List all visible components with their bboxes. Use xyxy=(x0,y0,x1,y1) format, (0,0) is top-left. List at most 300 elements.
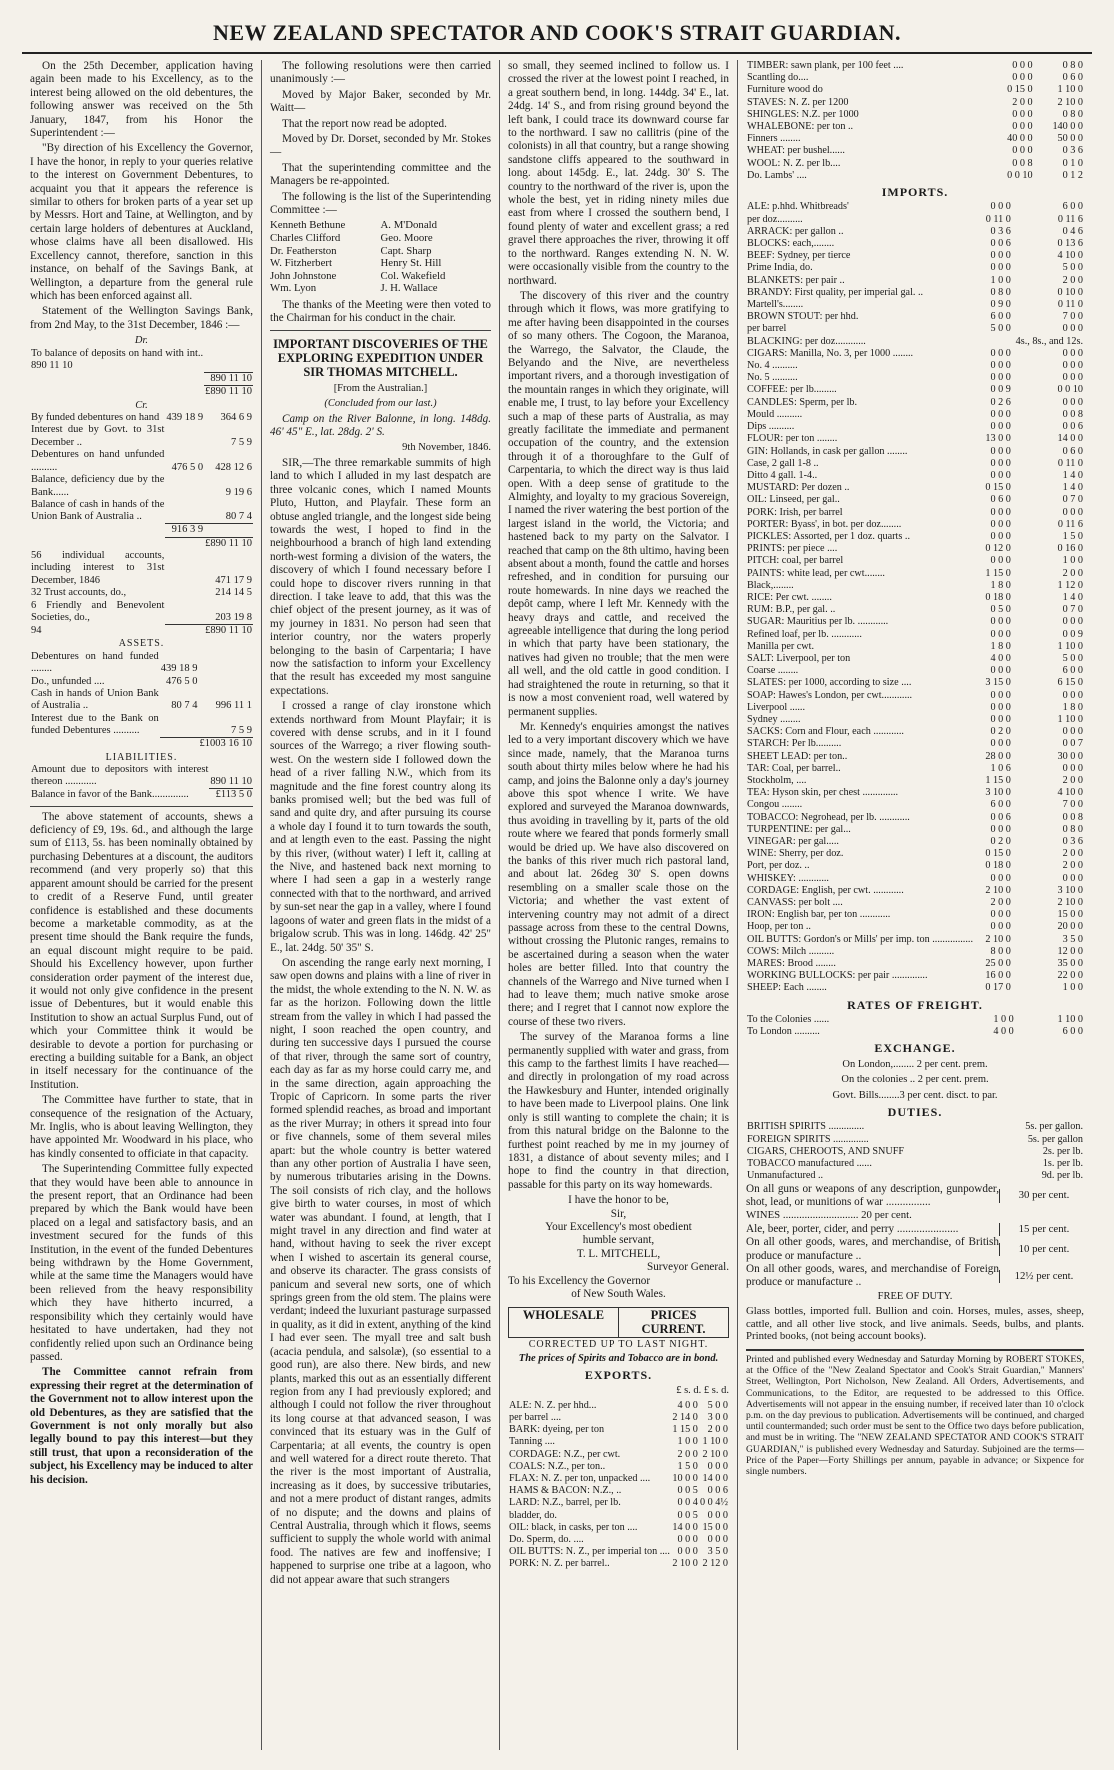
table-cell: 0 4 6 xyxy=(1062,225,1083,237)
table-cell: Refined loaf, per lb. ............ xyxy=(747,628,862,640)
table-cell: VINEGAR: per gal..... xyxy=(747,836,839,847)
prices-current-left: WHOLESALE xyxy=(509,1308,619,1337)
cr-label: Cr. xyxy=(135,399,148,411)
table-cell: 1 0 0 xyxy=(1062,982,1083,994)
table-row xyxy=(746,909,1084,921)
table-cell: 1 15 0 xyxy=(985,774,1011,786)
table-cell: TOBACCO: Negrohead, per lb. ............ xyxy=(747,811,910,823)
table-cell: RICE: Per cwt. ........ xyxy=(747,591,832,603)
table-cell: 94 xyxy=(31,624,42,636)
table-row xyxy=(746,97,1084,109)
free-list: Glass bottles, imported full. Bullion and coin. Horses, mules, asses, sheep, cattle, and all other live stock, and live animals. Seeds, bulbs, and plants. Printed books, (not being account books). xyxy=(746,1305,1084,1343)
table-cell: £1003 16 10 xyxy=(199,738,252,750)
committee-name: W. Fitzherbert xyxy=(270,257,332,270)
table-cell: 0 2 0 xyxy=(990,836,1011,847)
table-row xyxy=(746,555,1084,567)
table-row xyxy=(508,1400,729,1412)
table-cell: 0 11 0 xyxy=(1057,299,1083,311)
table-cell: 0 8 0 xyxy=(1062,108,1083,120)
table-cell: 0 0 0 xyxy=(677,1546,698,1558)
table-cell: 7 5 9 xyxy=(231,436,252,448)
table-cell: 0 0 0 xyxy=(1062,372,1083,384)
table-row xyxy=(746,812,1084,824)
table-cell xyxy=(165,550,204,587)
freight-table xyxy=(746,1014,1084,1038)
table-row xyxy=(30,789,253,802)
table-cell: 2 10 0 xyxy=(1057,96,1083,108)
committee-name: Dr. Featherston xyxy=(270,244,337,257)
table-cell: Prime India, do. xyxy=(747,262,813,274)
table-row xyxy=(508,1522,729,1534)
table-row xyxy=(746,336,1084,348)
table-cell: BLOCKS: each,........ xyxy=(747,238,835,250)
table-row xyxy=(746,531,1084,543)
paragraph: The following resolutions were then carried unanimously :— xyxy=(270,60,491,86)
table-cell: 13 0 0 xyxy=(985,433,1011,445)
table-cell: Interest due by Govt. to 31st December .. xyxy=(31,424,165,448)
table-row xyxy=(746,226,1084,238)
table-row xyxy=(30,449,253,474)
table-cell: per doz.......... xyxy=(747,213,803,225)
table-cell: FOREIGN SPIRITS .............. xyxy=(747,1133,869,1145)
table-cell xyxy=(165,537,204,550)
table-cell: 32 Trust accounts, do., xyxy=(31,587,127,599)
table-cell: WOOL: N. Z. per lb.... xyxy=(747,157,841,169)
table-cell: 0 13 6 xyxy=(1057,238,1083,250)
units-header: £ s. d. £ s. d. xyxy=(676,1385,729,1397)
column-1 xyxy=(22,60,262,1750)
paragraph: The Committee cannot refrain from expressing their regret at the determination of the Government not to allow interest upon the old Debentures, as they are satisfied that the Government is not only morally but also legally bound to pay this interest—but they still trust, that upon a reconsideration of the subject, his Excellency may be induced to alter his decision. xyxy=(30,1366,253,1486)
table-cell: 0 0 0 xyxy=(990,506,1011,518)
duties-table xyxy=(746,1121,1084,1182)
table-cell: 5s. per gallon xyxy=(1027,1133,1083,1145)
table-cell xyxy=(199,651,254,676)
paragraph: The thanks of the Meeting were then voted to the Chairman for his conduct in the chair. xyxy=(270,299,491,325)
table-cell: 0 11 0 xyxy=(1057,457,1083,469)
table-row xyxy=(508,1485,729,1497)
table-row xyxy=(746,775,1084,787)
paragraph: Moved by Dr. Dorset, seconded by Mr. Stokes— xyxy=(270,133,491,159)
table-cell: 0 0 7 xyxy=(1062,738,1083,750)
table-cell: 0 6 0 xyxy=(1062,445,1083,457)
table-row xyxy=(30,764,253,789)
table-cell: 0 0 4½ xyxy=(699,1497,728,1509)
table-cell: PORTER: Byass', in bot. per doz........ xyxy=(747,518,902,530)
table-cell: 0 17 0 xyxy=(985,982,1011,994)
paragraph: so small, they seemed inclined to follow us. I crossed the river at the lowest point I reached, in a great southern bend, in long. 144dg. 34' E., lat. 24dg. 14' S., and from rising ground beyond the left bank, I could trace its downward course far to the northward. I saw no callitris (pine of the colonists) in all that country, but a range showing sandstone cliffs appeared to the southward in long. about 145dg. E., lat. 24dg. 30' S. The country to the northward of the river is, upon the whole the best, yet in riding ninety miles due east from where I crossed the southern bend, I found plenty of water and excellent grass; a red gravel there approaches the river, throwing it off to the northward. Ranges extending N. N. W. were occasionally visible from the country to the northward. xyxy=(508,60,729,287)
table-row xyxy=(746,1170,1084,1182)
table-row xyxy=(746,702,1084,714)
table-cell: Mould .......... xyxy=(747,408,803,420)
table-cell: PICKLES: Assorted, per 1 doz. quarts .. xyxy=(747,530,910,542)
duty-row xyxy=(746,1236,1084,1263)
table-row xyxy=(746,214,1084,226)
table-cell: OIL: Linseed, per gal.. xyxy=(747,494,840,506)
table-cell: 0 0 0 xyxy=(707,1460,728,1472)
table-row xyxy=(746,360,1084,372)
table-cell: 0 18 0 xyxy=(985,860,1011,872)
table-cell: HAMS & BACON: N.Z., .. xyxy=(509,1485,622,1497)
table-cell: 0 0 6 xyxy=(707,1485,728,1497)
table-row xyxy=(746,458,1084,470)
table-cell: 4 0 0 xyxy=(990,652,1011,664)
table-row xyxy=(746,958,1084,970)
article-concluded: (Concluded from our last.) xyxy=(324,398,437,410)
exchange-line: On London,........ 2 per cent. prem. xyxy=(842,1058,988,1070)
committee-name: Col. Wakefield xyxy=(380,269,446,282)
table-cell: 1 15 0 xyxy=(985,567,1011,579)
table-row xyxy=(508,1461,729,1473)
table-cell: 0 0 0 xyxy=(1062,616,1083,628)
table-row xyxy=(746,262,1084,274)
table-cell xyxy=(165,624,204,637)
table-cell: ALE: N. Z. per hhd... xyxy=(509,1399,597,1411)
table-cell: STARCH: Per lb.......... xyxy=(747,738,842,750)
table-cell: 0 0 0 xyxy=(990,408,1011,420)
table-cell: 0 0 0 xyxy=(1012,60,1033,71)
table-cell: CANVASS: per bolt .... xyxy=(747,897,843,909)
table-row xyxy=(508,1558,729,1570)
table-row xyxy=(746,494,1084,506)
dr-table xyxy=(30,348,253,399)
table-cell: 0 0 0 xyxy=(990,421,1011,433)
table-cell: 0 0 4 xyxy=(677,1497,698,1509)
table-cell xyxy=(30,524,165,537)
table-cell: 9d. per lb. xyxy=(1041,1170,1083,1182)
columns xyxy=(22,60,1092,1750)
paragraph: The following is the list of the Superintending Committee :— xyxy=(270,190,491,217)
table-row xyxy=(746,751,1084,763)
table-row xyxy=(746,201,1084,213)
table-cell: 6 0 0 xyxy=(990,799,1011,811)
table-row xyxy=(508,1449,729,1461)
table-cell: 25 0 0 xyxy=(985,958,1011,970)
table-cell: 1 12 0 xyxy=(1057,579,1083,591)
table-cell: BLACKING: per doz............ xyxy=(747,335,866,347)
table-cell: Stockholm, .... xyxy=(747,774,807,786)
table-cell: Black,........ xyxy=(747,579,794,591)
table-cell: IRON: English bar, per ton ............ xyxy=(747,909,891,921)
paragraph: The Superintending Committee fully expected that they would have been able to announce in the present report, that an Ordinance had been prepared by which the Bank would have been placed on a legal and satisfactory basis, and an investment secured for the funds of this Institution, in the event of the funded Debentures being withdrawn by the Home Government, while at the same time the Managers would have been relieved from the heavy responsibility which they have hitherto incurred, a responsibility which they certainly would have hesitated to have undertaken, had they not confidently relied upon such an Ordinance being passed. xyxy=(30,1163,253,1363)
table-cell: 890 11 10 xyxy=(204,372,253,385)
table-cell: 0 6 0 xyxy=(990,494,1011,506)
table-row xyxy=(746,287,1084,299)
table-cell: 140 0 0 xyxy=(1052,121,1083,133)
table-cell: £890 11 10 xyxy=(205,386,252,398)
table-cell: 0 0 6 xyxy=(990,811,1011,823)
table-cell: WHISKEY: ............ xyxy=(747,872,829,884)
table-row xyxy=(746,299,1084,311)
table-row xyxy=(508,1412,729,1424)
bond-note: The prices of Spirits and Tobacco are in bond. xyxy=(518,1352,719,1364)
table-row xyxy=(508,1424,729,1436)
table-row xyxy=(746,799,1084,811)
table-row xyxy=(30,412,253,424)
table-row xyxy=(30,474,253,499)
exports-table xyxy=(508,1400,729,1571)
duty-row xyxy=(746,1223,1084,1236)
table-cell: TAR: Coal, per barrel.. xyxy=(747,762,841,774)
table-cell: 0 0 10 xyxy=(1057,384,1083,396)
committee-name: Wm. Lyon xyxy=(270,282,317,295)
table-cell: 439 18 9 xyxy=(166,412,204,424)
table-cell: Tanning .... xyxy=(509,1436,555,1448)
table-row xyxy=(746,677,1084,689)
table-cell: 4 0 0 xyxy=(993,1026,1014,1038)
table-row xyxy=(746,1121,1084,1133)
table-cell: 3 10 0 xyxy=(1057,884,1083,896)
signature-block xyxy=(508,1194,729,1301)
table-cell: No. 4 .......... xyxy=(747,360,798,372)
table-cell: Case, 2 gall 1-8 .. xyxy=(747,457,819,469)
committee-name: Kenneth Bethune xyxy=(270,219,346,232)
table-cell: Manilla per cwt. xyxy=(747,640,815,652)
table-cell: BLANKETS: per pair .. xyxy=(747,274,845,286)
table-row xyxy=(30,624,253,637)
table-cell: 0 0 0 xyxy=(1062,360,1083,372)
table-row xyxy=(746,1014,1084,1026)
table-cell: 28 0 0 xyxy=(985,750,1011,762)
table-cell: CORDAGE: English, per cwt. ............ xyxy=(747,884,904,896)
table-cell: 2 10 0 xyxy=(985,884,1011,896)
table-row xyxy=(746,250,1084,262)
table-cell: SHEEP: Each ........ xyxy=(747,982,827,994)
table-row xyxy=(746,970,1084,982)
table-row xyxy=(30,738,253,751)
table-cell: 12 0 0 xyxy=(1057,945,1083,957)
table-cell: £113 5 0 xyxy=(209,789,253,802)
table-cell: 203 19 8 xyxy=(215,611,252,623)
table-cell: 5 0 0 xyxy=(1062,262,1083,274)
table-cell: 0 0 5 xyxy=(677,1485,698,1497)
table-cell: 0 0 0 xyxy=(990,823,1011,835)
paragraph: The discovery of this river and the country through which it flows, was more gratifying to me after having been disappointed in the courses of so many others. The Cogoon, the Maranoa, the Warrego, the Salvator, the Claude, the Belyando and the Nive, are nevertheless important rivers, and a thorough investigation of the mountain ranges in which they originate, will enable me, I trust, to lay before your Excellency such a map of these parts of Australia, as may greatly facilitate the immediate and permanent occupation of the country, and the extension through it of a thoroughfare to the Gulf of Carpentaria, to which the direct way is thus laid open. With a deep sense of gratitude to the Almighty, and loyalty to my gracious Sovereign, I named the river watering the best portion of the largest island in the world, the Victoria; and hastened back to my party on the Salvator. I reached that camp on the 8th ultimo, having been absent about a month, found the cattle and horses refreshed, and in condition for pursuing our route homewards. In nine days we reached the depôt camp, where I left Mr. Kennedy with the heavy drays and cattle, and received the agreeable intelligence that during the long period in which that party have been stationary, the natives had given no trouble; that the men were all well, and the old cattle in good condition. I had straightened the route in returning, so that it is now a most convenient road, well watered by permanent supplies. xyxy=(508,289,729,718)
table-cell: 0 0 0 xyxy=(1012,72,1033,84)
table-cell: CIGARS, CHEROOTS, AND SNUFF xyxy=(747,1145,905,1157)
table-row xyxy=(746,170,1084,182)
table-cell: 0 9 0 xyxy=(990,299,1011,311)
table-cell: 1 8 0 xyxy=(990,640,1011,652)
table-cell: Congou ........ xyxy=(747,799,803,811)
table-cell: 5 0 0 xyxy=(707,1399,728,1411)
table-row xyxy=(508,1436,729,1448)
table-cell: 1 0 0 xyxy=(1062,555,1083,567)
table-row xyxy=(30,713,253,738)
table-cell: 0 0 0 xyxy=(1012,145,1033,157)
table-row xyxy=(746,238,1084,250)
table-cell: 0 2 0 xyxy=(990,726,1011,738)
table-cell: GIN: Hollands, in cask per gallon ........ xyxy=(747,445,908,457)
table-cell: SOAP: Hawes's London, per cwt............ xyxy=(747,689,913,701)
table-cell: SLATES: per 1000, according to size .... xyxy=(747,677,912,689)
table-row xyxy=(746,1134,1084,1146)
table-cell: 1 0 0 xyxy=(993,1014,1014,1026)
table-cell: Debentures on hand funded ........ xyxy=(31,650,159,675)
table-cell: £890 11 10 xyxy=(205,624,252,636)
divider xyxy=(270,330,491,331)
signature-line: Surveyor General. xyxy=(646,1261,729,1274)
table-cell: LARD: N.Z., barrel, per lb. xyxy=(509,1497,621,1509)
table-cell: PAINTS: white lead, per cwt........ xyxy=(747,567,885,579)
table-row xyxy=(508,1497,729,1509)
free-title: FREE OF DUTY. xyxy=(877,1290,953,1302)
duty-wines: WINES ............................ 20 per cent. xyxy=(746,1209,912,1222)
table-cell: 0 2 6 xyxy=(990,396,1011,408)
table-cell: WHEAT: per bushel...... xyxy=(747,145,845,157)
table-cell: 6 0 0 xyxy=(1062,665,1083,677)
table-cell: 30 0 0 xyxy=(1057,750,1083,762)
table-cell: OIL: black, in casks, per ton .... xyxy=(509,1521,638,1533)
table-cell: SALT: Liverpool, per ton xyxy=(747,652,851,664)
table-cell: ARRACK: per gallon .. xyxy=(747,225,844,237)
paragraph: On ascending the range early next morning, I saw open downs and plains with a line of river in the midst, the whole extending to the N. N. W. as far as the horizon. Following down the little stream from the valley in which I had passed the night, I soon reached the open country, and during ten successive days I pursued the course of that river, through the same sort of country, each day as far as my horse could carry me, and in the same direction, again approaching the Tropic of Capricorn. In some parts the river formed splendid reaches, as broad and important as the river Murray; in others it spread into four or five channels, some of them several miles apart: but the whole country is better watered than any other portion of Australia I have seen, by numerous tributaries arising in the Downs. The soil consists of rich clay, and the hollows give birth to water courses, in most of which water was abundant. I found, at length, that I might travel in any direction and find water at hand, without having to seek the river except when I wished to ascertain its general course, and observe its character. The grass consists of panicum and several new sorts, one of which springs green from the old stem. The plains were verdant; indeed the luxuriant pasturage surpassed in quality, as it did in extent, anything of the kind I had ever seen. The myall tree and salt bush (acacia pendula, and salsolæ), (so essential to a good run), are also there. New birds, and new plants, marked this out as an essentially different region from any I had previously explored; and although I could not follow the river throughout its long course at that advanced season, I was convinced that its estuary was in the Gulf of Carpentaria; at all events, the country is open and well watered for a direct route thereto. That the river is the most important of Australia, increasing as it does, by successive tributaries, and not a mere product of distant ranges, admits of no dispute; and the downs and plains of Central Australia, through which it flows, seems sufficient to supply the whole world with animal food. The natives are few and inoffensive; I happened to surprise one tribe at a lagoon, who did not appear aware that such strangers xyxy=(270,956,491,1586)
table-cell: 0 8 0 xyxy=(1062,60,1083,71)
table-cell: 0 0 0 xyxy=(990,530,1011,542)
paragraph: The Committee have further to state, that in consequence of the resignation of the Actuary, Mr. Inglis, who is about leaving Wellington, they have appointed Mr. Woodward in his place, who has kindly consented to officiate in that capacity. xyxy=(30,1094,253,1160)
table-row xyxy=(30,524,253,537)
table-cell: SUGAR: Mauritius per lb. ............ xyxy=(747,616,889,628)
table-cell xyxy=(165,424,204,449)
table-cell: 0 7 0 xyxy=(1062,604,1083,616)
table-cell: Dips .......... xyxy=(747,421,795,433)
table-cell: 428 12 6 xyxy=(215,461,252,473)
table-cell: Scantling do.... xyxy=(747,72,809,84)
table-row xyxy=(746,372,1084,384)
table-cell: 5s. per gallon. xyxy=(1025,1121,1083,1133)
duty-desc: On all other goods, wares, and merchandise of Foreign produce or manufacture .. xyxy=(746,1262,999,1289)
table-cell: 0 11 6 xyxy=(1057,518,1083,530)
table-cell: 0 6 0 xyxy=(1062,72,1083,84)
table-cell: 439 18 9 xyxy=(160,663,198,675)
table-cell xyxy=(165,600,204,625)
table-cell: Liverpool ...... xyxy=(747,701,806,713)
table-row xyxy=(30,676,253,688)
table-cell: 0 0 0 xyxy=(1062,762,1083,774)
table-cell: 4 10 0 xyxy=(1057,250,1083,262)
table-cell: ALE: p.hhd. Whitbreads' xyxy=(747,201,849,213)
table-cell: 0 0 8 xyxy=(1062,811,1083,823)
committee-name: Charles Clifford xyxy=(270,232,341,245)
table-cell: 40 0 0 xyxy=(1007,133,1033,145)
table-cell: 996 11 1 xyxy=(215,700,252,712)
table-cell: BRANDY: First quality, per imperial gal. .. xyxy=(747,286,924,298)
table-cell: 1 4 0 xyxy=(1062,469,1083,481)
table-cell: 1 10 0 xyxy=(1057,713,1083,725)
table-row xyxy=(746,836,1084,848)
table-cell: 1 0 6 xyxy=(990,762,1011,774)
table-cell: 2 0 0 xyxy=(707,1424,728,1436)
table-cell: 0 0 0 xyxy=(990,372,1011,384)
table-row xyxy=(30,688,253,713)
table-cell: RUM: B.P., per gal. .. xyxy=(747,604,836,616)
prices-current-right: PRICES CURRENT. xyxy=(641,1308,706,1336)
table-cell: Amount due to depositors with interest thereon ............ xyxy=(31,763,209,788)
table-cell: 7 0 0 xyxy=(1062,799,1083,811)
table-cell: 16 0 0 xyxy=(985,970,1011,982)
table-cell: Coarse ........ xyxy=(747,665,799,677)
table-cell: Balance, deficiency due by the Bank...... xyxy=(31,474,165,498)
table-cell: Balance in favor of the Bank.............. xyxy=(31,789,189,801)
column-3 xyxy=(500,60,738,1750)
table-cell: Debentures on hand unfunded .......... xyxy=(31,449,165,473)
exports-title: EXPORTS. xyxy=(584,1368,653,1382)
table-cell: 0 8 0 xyxy=(990,286,1011,298)
signature-line: I have the honor to be, xyxy=(568,1194,669,1207)
table-cell: 0 18 0 xyxy=(985,591,1011,603)
table-cell: 5 0 0 xyxy=(1062,652,1083,664)
table-row xyxy=(746,397,1084,409)
liabilities-table xyxy=(30,764,253,802)
table-cell: 0 0 0 xyxy=(990,689,1011,701)
table-row xyxy=(30,386,253,399)
table-row xyxy=(746,946,1084,958)
table-cell: Do. Sperm, do. .... xyxy=(509,1534,584,1546)
table-row xyxy=(746,275,1084,287)
table-cell: Do., unfunded .... xyxy=(31,675,105,687)
table-row xyxy=(746,1146,1084,1158)
exchange-title: EXCHANGE. xyxy=(874,1041,956,1056)
table-cell: 14 0 0 xyxy=(1057,433,1083,445)
table-cell: 7 0 0 xyxy=(1062,311,1083,323)
article-heading: IMPORTANT DISCOVERIES OF THE EXPLORING EXPEDITION UNDER SIR THOMAS MITCHELL. xyxy=(273,336,488,379)
table-cell: Furniture wood do xyxy=(747,84,823,96)
table-row xyxy=(746,507,1084,519)
table-row xyxy=(746,421,1084,433)
assets-table xyxy=(30,651,253,751)
table-cell: 0 1 0 xyxy=(1062,157,1083,169)
table-cell: 10 0 0 xyxy=(672,1473,698,1485)
table-cell: 1 0 0 xyxy=(990,274,1011,286)
committee-name: John Johnstone xyxy=(270,269,337,282)
table-cell: 6 0 0 xyxy=(990,311,1011,323)
table-row xyxy=(746,641,1084,653)
table-cell xyxy=(30,372,204,385)
signature-line: To his Excellency the Governor xyxy=(508,1274,651,1287)
table-cell xyxy=(30,537,165,550)
table-row xyxy=(746,121,1084,133)
table-cell: 14 0 0 xyxy=(702,1473,728,1485)
table-row xyxy=(746,158,1084,170)
table-cell: 1 10 0 xyxy=(1057,1014,1083,1026)
table-cell: CORDAGE: N.Z., per cwt. xyxy=(509,1448,621,1460)
table-cell: BARK: dyeing, per ton xyxy=(509,1424,605,1436)
table-cell: 0 0 6 xyxy=(990,238,1011,250)
table-cell: 6 Friendly and Benevolent Societies, do., xyxy=(31,599,165,624)
table-cell xyxy=(165,474,204,499)
table-cell: BRITISH SPIRITS .............. xyxy=(747,1121,865,1133)
table-cell: 3 15 0 xyxy=(985,677,1011,689)
table-row xyxy=(746,433,1084,445)
table-row xyxy=(746,580,1084,592)
paragraph: "By direction of his Excellency the Governor, I have the honor, in reply to your queries relative to the interest on Government Debentures, to acquaint you that it appears the reference is similar to others for broken parts of a year set up by Messrs. Hort and Taine, at Wellington, and by certain large holders of debentures at Auckland, whose claims have all been disallowed. His Excellency cannot, therefore, sanction in this instance, on behalf of the Savings Bank, at Wellington, a departure from the general rule which has been enforced against all. xyxy=(30,142,253,302)
table-cell: To the Colonies ...... xyxy=(747,1014,830,1026)
table-row xyxy=(746,934,1084,946)
article-date: 9th November, 1846. xyxy=(402,442,491,454)
signature-line: of New South Wales. xyxy=(571,1287,666,1300)
table-cell: 2 10 0 xyxy=(1057,897,1083,909)
table-cell: Interest due to the Bank on funded Debentures .......... xyxy=(31,712,159,737)
table-cell: 1 5 0 xyxy=(1062,530,1083,542)
table-cell xyxy=(199,676,254,688)
table-cell: 0 11 6 xyxy=(1057,213,1083,225)
table-cell: 0 7 0 xyxy=(1062,494,1083,506)
table-cell: 3 5 0 xyxy=(1062,933,1083,945)
table-cell: 3 5 0 xyxy=(707,1546,728,1558)
table-cell: 0 0 0 xyxy=(1062,323,1083,335)
table-cell: 0 0 0 xyxy=(1012,121,1033,133)
table-cell: 2 0 0 xyxy=(1062,860,1083,872)
table-cell: 890 11 10 xyxy=(210,775,252,787)
